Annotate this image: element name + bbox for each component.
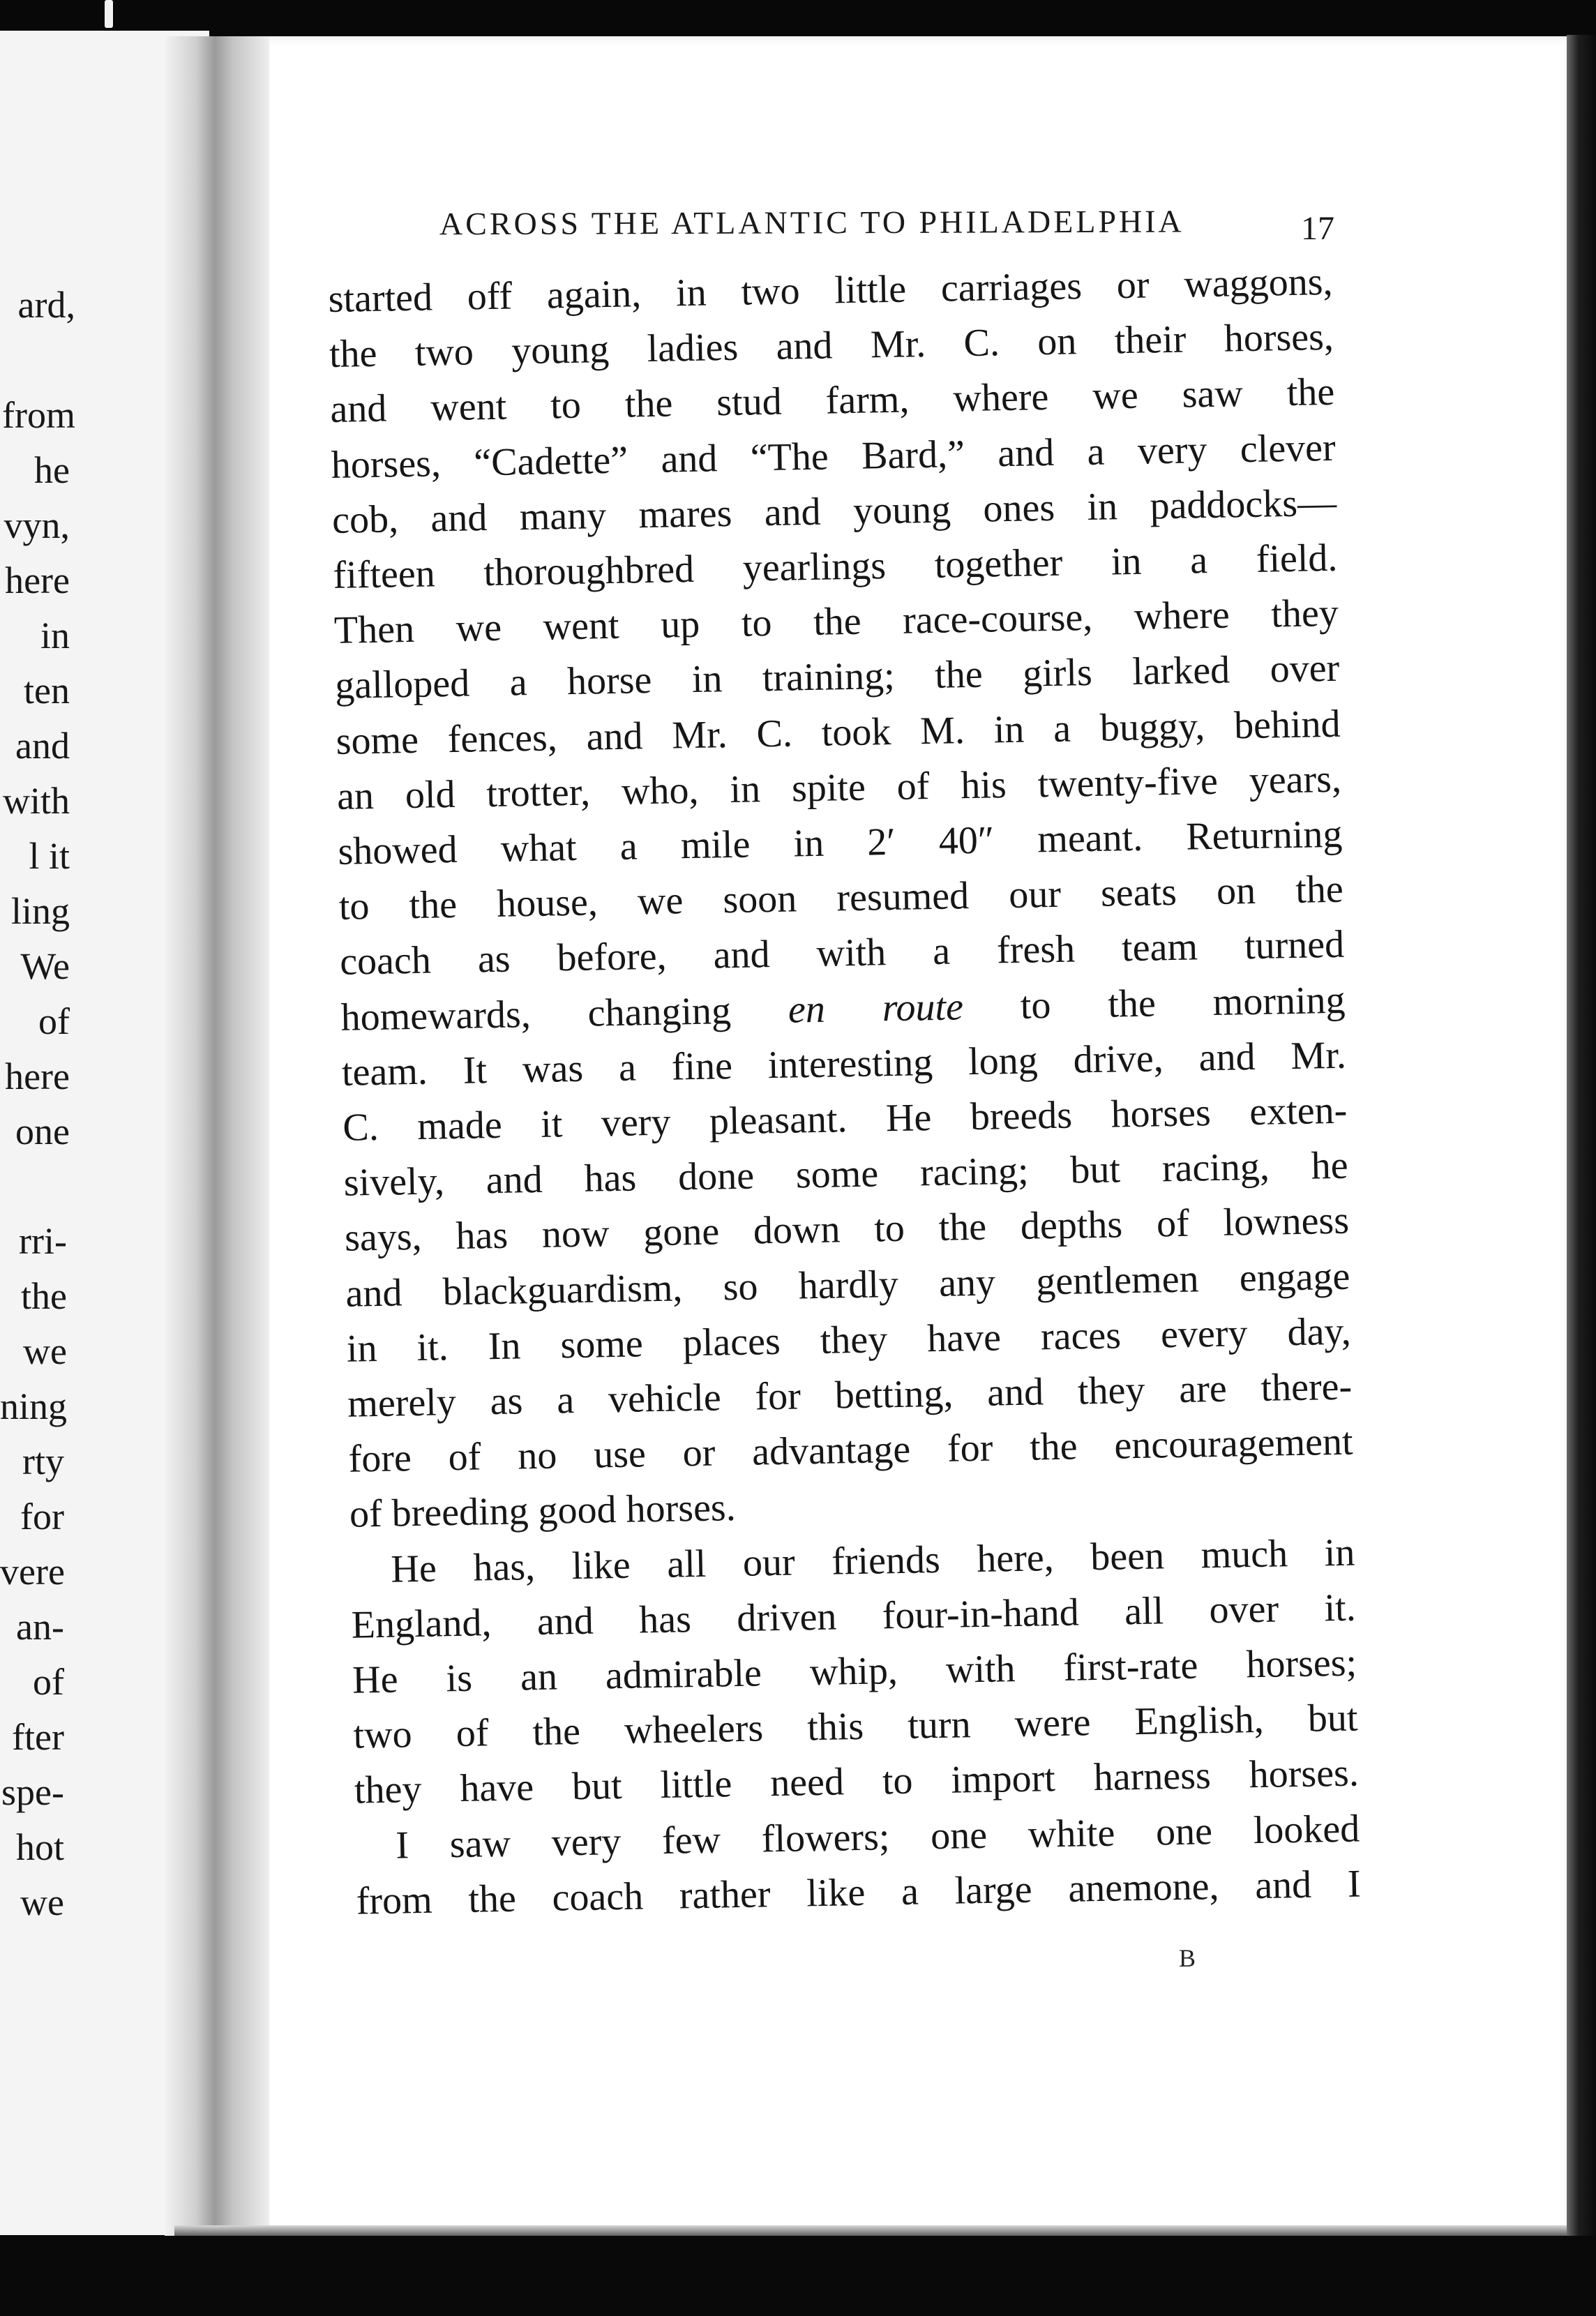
left-fragment: here: [5, 559, 70, 601]
left-fragment: an-: [16, 1606, 64, 1648]
text-line: to the house, we soon resumed our seats on the: [338, 867, 1344, 929]
text-line: England, and has driven four-in-hand all over it.: [351, 1586, 1357, 1647]
text-line: in it. In some places they have races every day,: [346, 1309, 1352, 1371]
text-line: two of the wheelers this turn were English, but: [353, 1696, 1358, 1757]
left-fragment: ard,: [17, 284, 75, 326]
left-fragment: with: [2, 780, 70, 822]
text-line: He has, like all our friends here, been much in: [390, 1531, 1355, 1591]
page-number: 17: [1301, 210, 1334, 247]
left-fragment: rri-: [19, 1220, 67, 1262]
text-line: from the coach rather like a large anemone, and I: [356, 1862, 1362, 1923]
left-fragment: ten: [24, 670, 70, 712]
left-fragment: rty: [22, 1441, 64, 1482]
text-line: fifteen thoroughbred yearlings together in a field.: [333, 536, 1338, 597]
text-segment: to the morning: [1020, 978, 1346, 1028]
text-line: He is an admirable whip, with first-rate horses;: [352, 1641, 1357, 1702]
left-fragment: here: [5, 1055, 70, 1097]
page-body-text: [328, 255, 1361, 1930]
left-fragment: ning: [0, 1385, 68, 1427]
left-fragment: from: [2, 394, 75, 436]
text-line: says, has now gone down to the depths of lowness: [344, 1199, 1350, 1261]
text-line: some fences, and Mr. C. took M. in a buggy, behind: [336, 702, 1341, 763]
left-fragment: he: [34, 449, 70, 491]
text-line: and blackguardism, so hardly any gentlemen engage: [345, 1254, 1350, 1316]
signature-mark: B: [1179, 1944, 1196, 1972]
text-line: team. It was a fine interesting long drive, and Mr.: [341, 1033, 1347, 1095]
paragraph-2: [350, 1525, 1360, 1819]
left-fragment: We: [20, 945, 70, 987]
left-fragment: we: [23, 1330, 67, 1372]
left-fragment: and: [15, 725, 70, 767]
text-line: coach as before, and with a fresh team turned: [339, 923, 1345, 984]
left-fragment: hot: [15, 1826, 64, 1868]
italic-phrase: en route: [788, 984, 964, 1032]
left-fragment: the: [21, 1275, 67, 1317]
left-fragment: in: [40, 615, 70, 656]
running-head: ACROSS THE ATLANTIC TO PHILADELPHIA: [439, 203, 1184, 242]
text-line: fore of no use or advantage for the encouragement: [348, 1420, 1354, 1482]
text-line: showed what a mile in 2′ 40″ meant. Returning: [337, 812, 1343, 873]
left-fragment: one: [15, 1111, 70, 1152]
text-line: C. made it very pleasant. He breeds horses exten-: [342, 1088, 1348, 1150]
left-fragment: l it: [29, 835, 70, 877]
text-line: sively, and has done some racing; but racing, he: [343, 1143, 1349, 1205]
text-line: started off again, in two little carriages or waggons,: [328, 260, 1334, 321]
text-line: horses, “Cadette” and “The Bard,” and a very clever: [331, 426, 1337, 487]
text-line: and went to the stud farm, where we saw the: [329, 370, 1335, 432]
left-fragment: of: [38, 1000, 70, 1042]
left-fragment: of: [33, 1661, 64, 1703]
paragraph-1: [328, 255, 1355, 1543]
text-line: an old trotter, who, in spite of his twenty-five years,: [336, 757, 1342, 818]
text-line: merely as a vehicle for betting, and they are there-: [347, 1364, 1353, 1426]
left-fragment: spe-: [1, 1771, 64, 1813]
text-line: galloped a horse in training; the girls larked over: [334, 647, 1340, 708]
text-segment: homewards, changing: [340, 988, 732, 1039]
text-line: Then we went up to the race-course, where they: [333, 592, 1339, 653]
left-fragment: fter: [12, 1716, 64, 1758]
left-fragment: vyn,: [3, 504, 70, 546]
left-fragment: vere: [0, 1551, 65, 1593]
left-fragment: we: [20, 1881, 64, 1923]
paragraph-3: [355, 1801, 1362, 1930]
text-line: of breeding good horses.: [349, 1486, 737, 1537]
left-fragment: for: [20, 1496, 64, 1537]
text-line: I saw very few flowers; one white one looked: [395, 1807, 1360, 1867]
left-fragment: ling: [10, 890, 70, 932]
text-line: cob, and many mares and young ones in paddocks—: [331, 481, 1337, 542]
text-line: they have but little need to import harness horses.: [354, 1752, 1360, 1813]
text-line: the two young ladies and Mr. C. on their horses,: [329, 315, 1334, 377]
